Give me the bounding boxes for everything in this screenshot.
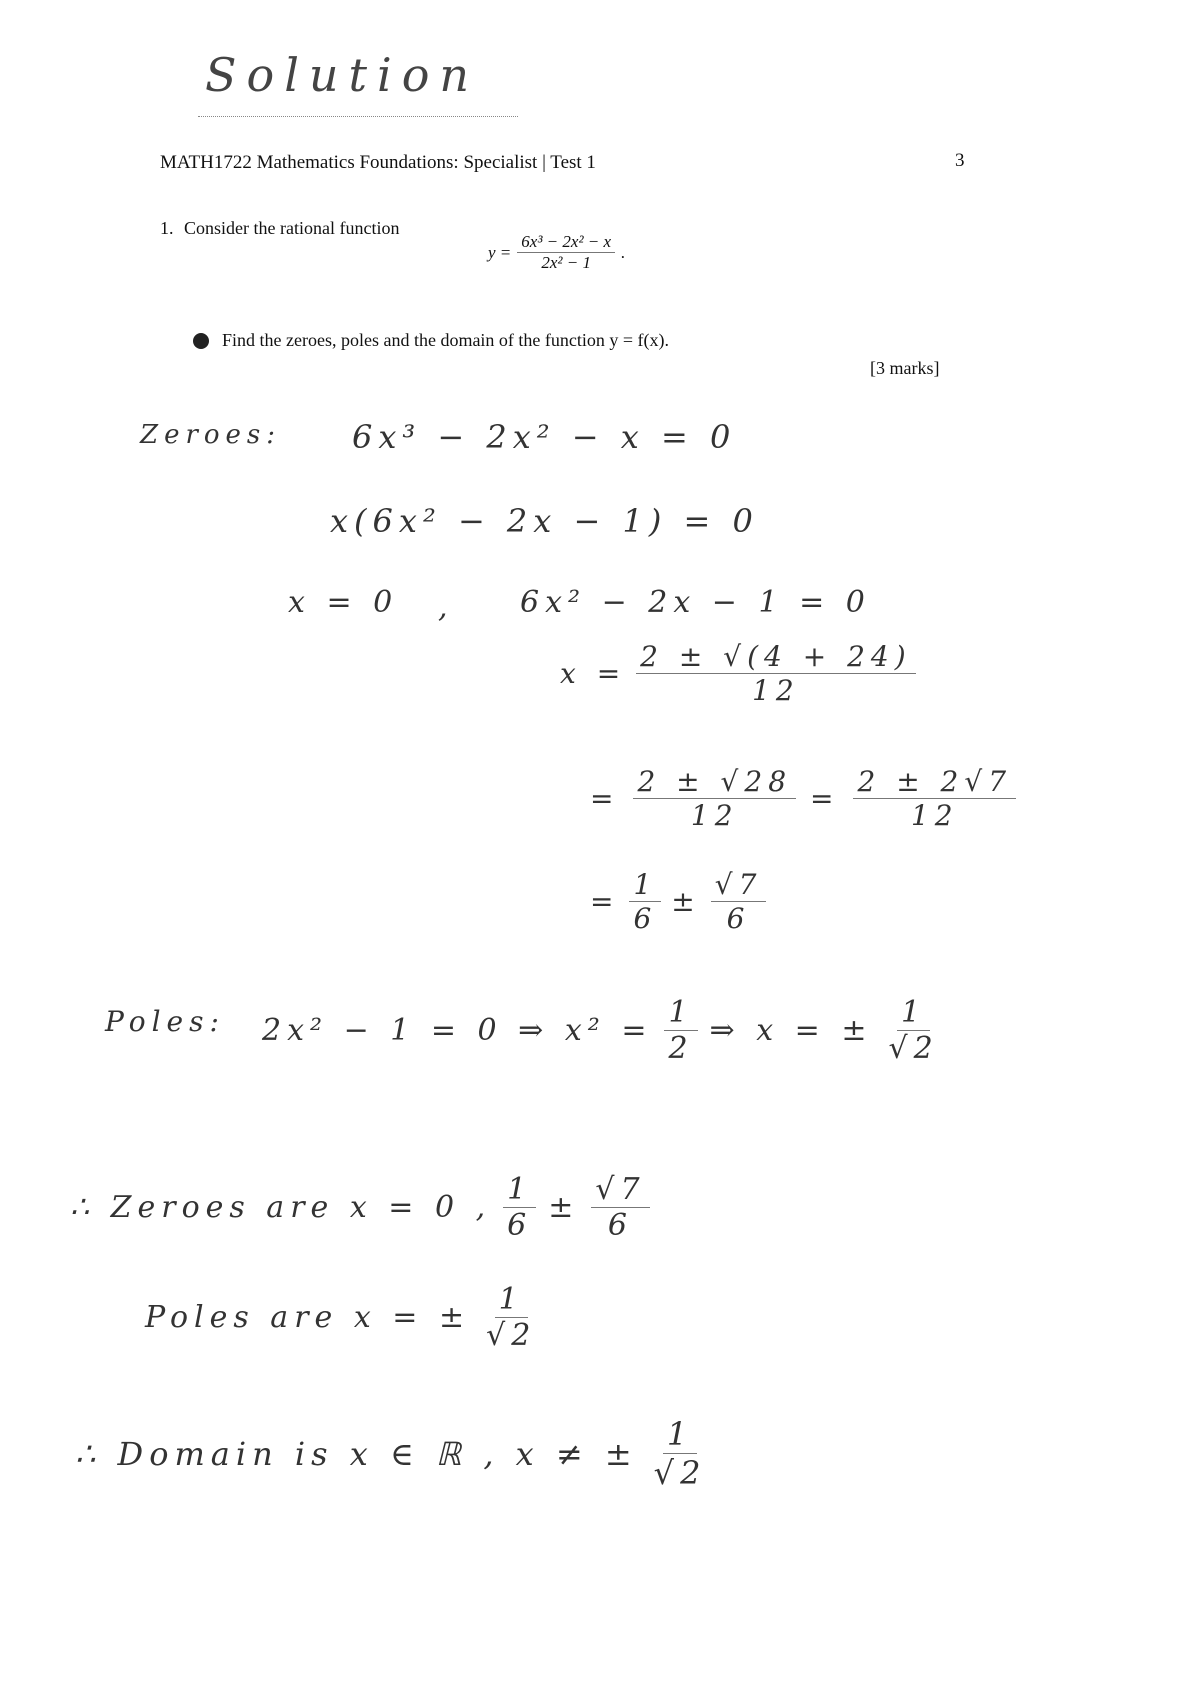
step2-denominator-a: 12 bbox=[690, 799, 739, 832]
step2-numerator-a: 2 ± √28 bbox=[633, 765, 796, 799]
step3-plus-minus: ± bbox=[671, 885, 701, 918]
conclusion-poles-fraction bbox=[482, 1282, 540, 1353]
step3-denominator-b: 6 bbox=[726, 902, 751, 935]
step3-numerator-a: 1 bbox=[629, 868, 661, 902]
conclusion-zeroes-fraction-a bbox=[503, 1172, 536, 1243]
part-bullet-icon bbox=[193, 333, 209, 349]
function-end: . bbox=[621, 242, 626, 262]
question-prompt: Consider the rational function bbox=[184, 218, 400, 238]
question-number: 1. bbox=[160, 218, 174, 238]
poles-equation: 2x² − 1 = 0 ⇒ x² = bbox=[262, 1013, 653, 1048]
function-fraction bbox=[517, 232, 615, 273]
quad-numerator: 2 ± √(4 + 24) bbox=[636, 640, 915, 674]
marks: [3 marks] bbox=[870, 358, 940, 378]
poles-result-numerator: 1 bbox=[897, 995, 930, 1031]
conclusion-domain bbox=[75, 1415, 710, 1492]
conclusion-domain-prefix: ∴ Domain is x ∈ ℝ , x ≠ ± bbox=[75, 1434, 638, 1473]
step2-fraction-b bbox=[853, 765, 1016, 832]
step3-equals: = bbox=[590, 885, 620, 918]
conclusion-zeroes-fraction-b bbox=[591, 1172, 649, 1243]
quad-denominator: 12 bbox=[752, 674, 800, 707]
heading-underline bbox=[198, 116, 518, 117]
poles-implies: ⇒ x = ± bbox=[709, 1013, 873, 1048]
function-numerator: 6x³ − 2x² − x bbox=[517, 232, 615, 253]
step2-denominator-b: 12 bbox=[910, 799, 959, 832]
solution-heading: Solution bbox=[205, 48, 480, 102]
step3-numerator-b: √7 bbox=[711, 868, 767, 902]
conclusion-poles bbox=[145, 1282, 540, 1353]
conclusion-zeroes-denominator-b: 6 bbox=[607, 1208, 633, 1243]
conclusion-zeroes-prefix: ∴ Zeroes are x = 0 , bbox=[70, 1190, 492, 1225]
conclusion-domain-numerator: 1 bbox=[663, 1415, 697, 1454]
function-lhs: y = bbox=[488, 242, 512, 262]
poles-result-fraction bbox=[884, 995, 942, 1066]
work-line-3-separator: , bbox=[438, 590, 454, 625]
zeroes-label: Zeroes: bbox=[140, 420, 282, 450]
quad-lhs: x = bbox=[560, 657, 627, 690]
conclusion-poles-denominator: √2 bbox=[486, 1318, 537, 1353]
simplify-step-3 bbox=[590, 868, 766, 935]
poles-half-denominator: 2 bbox=[668, 1031, 694, 1066]
conclusion-zeroes-numerator-b: √7 bbox=[591, 1172, 649, 1208]
conclusion-zeroes-denominator-a: 6 bbox=[507, 1208, 533, 1243]
conclusion-zeroes bbox=[70, 1172, 650, 1243]
part-text: Find the zeroes, poles and the domain of the function y = f(x). bbox=[222, 330, 670, 350]
poles-half-numerator: 1 bbox=[664, 995, 697, 1031]
work-line-3b: 6x² − 2x − 1 = 0 bbox=[520, 585, 871, 620]
step3-fraction-b bbox=[711, 868, 767, 935]
conclusion-poles-numerator: 1 bbox=[495, 1282, 528, 1318]
work-line-1: 6x³ − 2x² − x = 0 bbox=[352, 418, 737, 456]
course-header: MATH1722 Mathematics Foundations: Specialist | Test 1 bbox=[160, 152, 596, 173]
step3-fraction-a bbox=[629, 868, 661, 935]
step2-equals: = bbox=[590, 782, 620, 815]
poles-working bbox=[262, 995, 943, 1066]
step2-numerator-b: 2 ± 2√7 bbox=[853, 765, 1016, 799]
quad-fraction bbox=[636, 640, 915, 707]
step2-equals-2: = bbox=[810, 782, 840, 815]
conclusion-zeroes-plus-minus: ± bbox=[548, 1190, 580, 1225]
simplify-step-2 bbox=[590, 765, 1016, 832]
page-number: 3 bbox=[955, 150, 965, 171]
step3-denominator-a: 6 bbox=[633, 902, 658, 935]
function-denominator: 2x² − 1 bbox=[541, 253, 591, 272]
poles-result-denominator: √2 bbox=[888, 1031, 939, 1066]
poles-half-fraction bbox=[664, 995, 697, 1066]
function-definition bbox=[488, 232, 625, 273]
work-line-3a: x = 0 bbox=[288, 585, 399, 620]
conclusion-domain-fraction bbox=[650, 1415, 711, 1492]
conclusion-zeroes-numerator-a: 1 bbox=[503, 1172, 536, 1208]
conclusion-domain-denominator: √2 bbox=[653, 1454, 707, 1492]
poles-label: Poles: bbox=[105, 1005, 225, 1038]
conclusion-poles-prefix: Poles are x = ± bbox=[145, 1300, 471, 1335]
step2-fraction-a bbox=[633, 765, 796, 832]
quadratic-formula bbox=[560, 640, 916, 707]
work-line-2: x(6x² − 2x − 1) = 0 bbox=[330, 502, 759, 540]
